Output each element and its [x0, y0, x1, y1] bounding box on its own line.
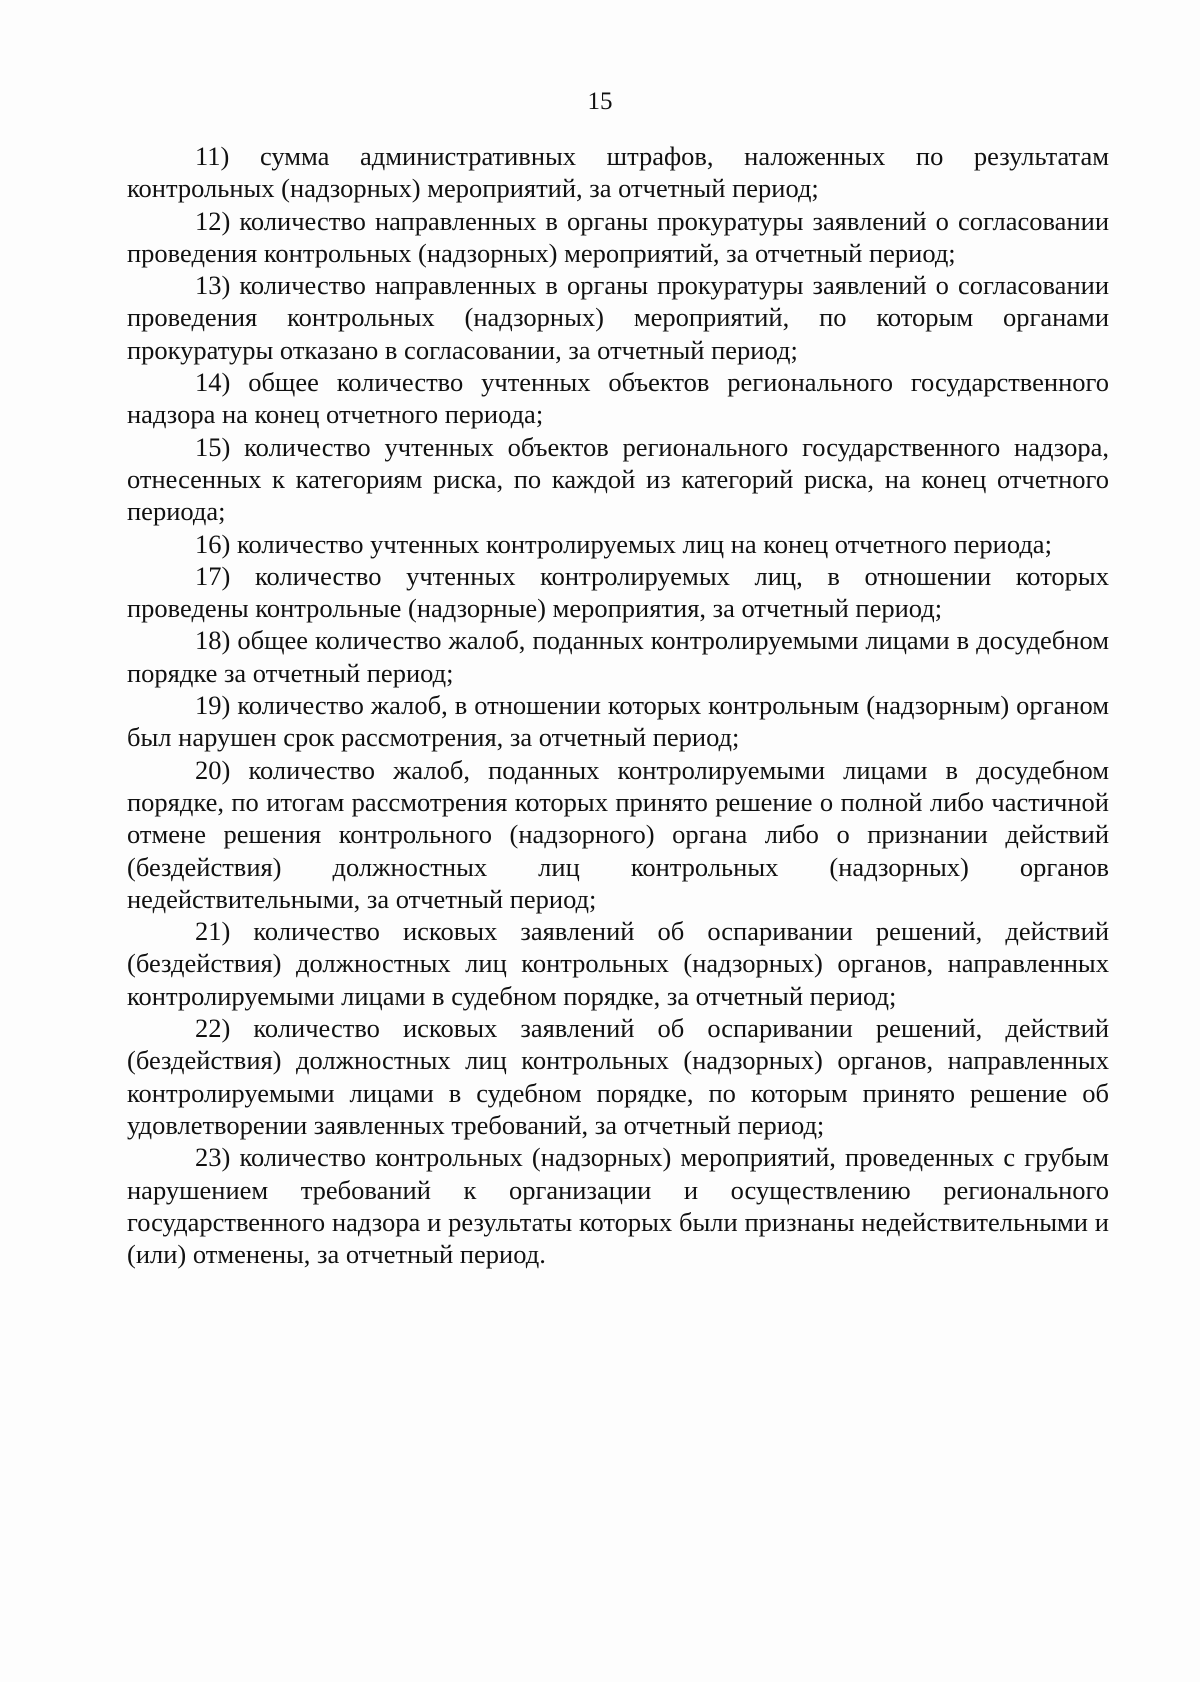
list-item-17: 17) количество учтенных контролируемых лиц, в отношении которых проведены контрольные (надзорные) мероприятия, за отчетный период;: [127, 560, 1109, 624]
list-item-18: 18) общее количество жалоб, поданных контролируемыми лицами в досудебном порядке за отчетный период;: [127, 625, 1109, 688]
page-number: 15: [587, 88, 613, 115]
list-item-22: 22) количество исковых заявлений об оспаривании решений, действий (бездействия) должностных лиц контрольных (надзорных) органов, направленных контролируемыми лицами в судебном порядке, по которым принято решение об удовлетворении заявленных требований, за отчетный период;: [127, 1013, 1109, 1140]
document-body: [127, 140, 1109, 1270]
list-item-16: 16) количество учтенных контролируемых лиц на конец отчетного периода;: [195, 528, 1052, 559]
list-item-14: 14) общее количество учтенных объектов регионального государственного надзора на конец отчетного периода;: [127, 367, 1109, 430]
list-item-20: 20) количество жалоб, поданных контролируемыми лицами в досудебном порядке, по итогам рассмотрения которых принято решение о полной либо частичной отмене решения контрольного (надзорного) органа либо о признании действий (бездействия) должностных лиц контрольных (надзорных) органов недействительными, за отчетный период;: [127, 754, 1109, 914]
list-item-11: 11) сумма административных штрафов, наложенных по результатам контрольных (надзорных) мероприятий, за отчетный период;: [127, 141, 1109, 204]
list-item-19: 19) количество жалоб, в отношении которых контрольным (надзорным) органом был нарушен срок рассмотрения, за отчетный период;: [127, 690, 1109, 753]
list-item-15: 15) количество учтенных объектов регионального государственного надзора, отнесенных к категориям риска, по каждой из категорий риска, на конец отчетного периода;: [127, 431, 1109, 527]
list-item-21: 21) количество исковых заявлений об оспаривании решений, действий (бездействия) должностных лиц контрольных (надзорных) органов, направленных контролируемыми лицами в судебном порядке, за отчетный период;: [127, 916, 1109, 1011]
list-item-12: 12) количество направленных в органы прокуратуры заявлений о согласовании проведения контрольных (надзорных) мероприятий, за отчетный период;: [127, 205, 1109, 268]
list-item-13: 13) количество направленных в органы прокуратуры заявлений о согласовании проведения контрольных (надзорных) мероприятий, по которым органами прокуратуры отказано в согласовании, за отчетный период;: [127, 270, 1109, 365]
list-item-23: 23) количество контрольных (надзорных) мероприятий, проведенных с грубым нарушением требований к организации и осуществлению регионального государственного надзора и результаты которых были признаны недействительными и (или) отменены, за отчетный период.: [127, 1142, 1109, 1270]
